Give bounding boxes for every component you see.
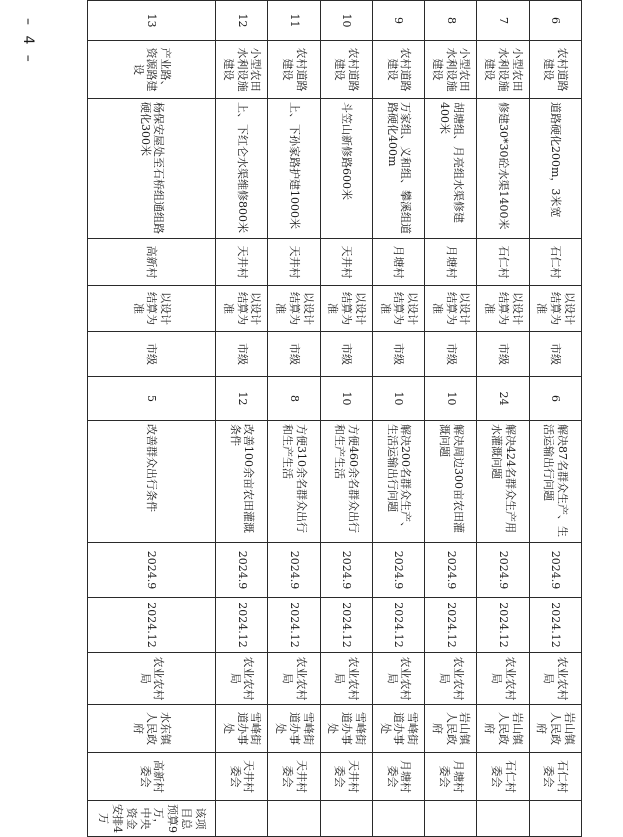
investment-basis-cell: 以设计结算为准: [529, 286, 581, 332]
start-date-cell: 2024.9: [372, 543, 424, 598]
amount-cell: 5: [88, 377, 216, 421]
seq-cell: 8: [425, 1, 477, 41]
project-type-cell: 小型农田水利设施建设: [216, 41, 268, 99]
end-date-cell: 2024.12: [425, 598, 477, 653]
implementer-cell: 岩山镇人民政府: [477, 705, 529, 753]
owner-cell: 天井村委会: [268, 753, 320, 801]
fund-level-cell: 市级: [88, 332, 216, 377]
start-date-cell: 2024.9: [320, 543, 372, 598]
benefit-cell: 解决87名群众生产、生活运输出行问题: [529, 421, 581, 543]
seq-cell: 9: [372, 1, 424, 41]
construction-content-cell: 斗笠山新修路600米: [320, 99, 372, 239]
seq-cell: 10: [320, 1, 372, 41]
project-type-cell: 农村道路建设: [268, 41, 320, 99]
remark-cell: [216, 801, 268, 837]
implementer-cell: 岩山镇人民政府: [529, 705, 581, 753]
benefit-cell: 解决424名群众生产用水灌溉问题: [477, 421, 529, 543]
benefit-cell: 改善群众出行条件: [88, 421, 216, 543]
table-row: [216, 1, 268, 837]
amount-cell: 10: [320, 377, 372, 421]
amount-cell: 10: [372, 377, 424, 421]
start-date-cell: 2024.9: [529, 543, 581, 598]
amount-cell: 10: [425, 377, 477, 421]
benefit-cell: 改善100余亩农田灌溉条件: [216, 421, 268, 543]
remark-cell: [372, 801, 424, 837]
seq-cell: 13: [88, 1, 216, 41]
village-cell: 月塘村: [425, 239, 477, 286]
implementer-cell: 雪峰街道办事处: [268, 705, 320, 753]
village-cell: 天井村: [320, 239, 372, 286]
owner-cell: 月塘村委会: [372, 753, 424, 801]
amount-cell: 12: [216, 377, 268, 421]
benefit-cell: 解决200名群众生产、生活运输出行问题: [372, 421, 424, 543]
end-date-cell: 2024.12: [320, 598, 372, 653]
construction-content-cell: 修建30*30砼水渠1400米: [477, 99, 529, 239]
investment-basis-cell: 以设计结算为准: [88, 286, 216, 332]
fund-level-cell: 市级: [216, 332, 268, 377]
implementer-cell: 雪峰街道办事处: [216, 705, 268, 753]
owner-cell: 高新村委会: [88, 753, 216, 801]
rotated-table-container: [87, 0, 582, 836]
benefit-cell: 解决周边300亩农田灌溉问题: [425, 421, 477, 543]
project-type-cell: 农村道路建设: [320, 41, 372, 99]
table-row: [268, 1, 320, 837]
owner-cell: 月塘村委会: [425, 753, 477, 801]
owner-cell: 石仁村委会: [477, 753, 529, 801]
remark-cell: [425, 801, 477, 837]
fund-level-cell: 市级: [425, 332, 477, 377]
remark-cell: 该项目总预算9万，中央资金安排4万: [88, 801, 216, 837]
investment-basis-cell: 以设计结算为准: [372, 286, 424, 332]
village-cell: 月塘村: [372, 239, 424, 286]
project-table: [87, 0, 582, 837]
investment-basis-cell: 以设计结算为准: [477, 286, 529, 332]
end-date-cell: 2024.12: [477, 598, 529, 653]
benefit-cell: 方便310余名群众出行和生产生活: [268, 421, 320, 543]
benefit-cell: 方便460余名群众出行和生产生活: [320, 421, 372, 543]
project-type-cell: 农村道路建设: [372, 41, 424, 99]
amount-cell: 6: [529, 377, 581, 421]
supervisor-cell: 农业农村局: [88, 653, 216, 705]
amount-cell: 24: [477, 377, 529, 421]
remark-cell: [268, 801, 320, 837]
remark-cell: [529, 801, 581, 837]
supervisor-cell: 农业农村局: [216, 653, 268, 705]
construction-content-cell: 胡塘组、月亮组水渠修建400米: [425, 99, 477, 239]
village-cell: 高新村: [88, 239, 216, 286]
start-date-cell: 2024.9: [268, 543, 320, 598]
supervisor-cell: 农业农村局: [529, 653, 581, 705]
fund-level-cell: 市级: [477, 332, 529, 377]
investment-basis-cell: 以设计结算为准: [268, 286, 320, 332]
owner-cell: 石仁村委会: [529, 753, 581, 801]
supervisor-cell: 农业农村局: [477, 653, 529, 705]
table-row: [320, 1, 372, 837]
seq-cell: 6: [529, 1, 581, 41]
implementer-cell: 雪峰街道办事处: [372, 705, 424, 753]
end-date-cell: 2024.12: [268, 598, 320, 653]
village-cell: 石仁村: [529, 239, 581, 286]
project-type-cell: 小型农田水利设施建设: [477, 41, 529, 99]
table-row: [372, 1, 424, 837]
construction-content-cell: 道路硬化200m，3米宽: [529, 99, 581, 239]
seq-cell: 12: [216, 1, 268, 41]
fund-level-cell: 市级: [320, 332, 372, 377]
implementer-cell: 水东镇人民政府: [88, 705, 216, 753]
owner-cell: 天井村委会: [216, 753, 268, 801]
table-row: [88, 1, 216, 837]
remark-cell: [320, 801, 372, 837]
page-number: – 4 –: [20, 18, 36, 65]
start-date-cell: 2024.9: [477, 543, 529, 598]
construction-content-cell: 万家组、义和组、攀溪组道路硬化400m: [372, 99, 424, 239]
fund-level-cell: 市级: [529, 332, 581, 377]
remark-cell: [477, 801, 529, 837]
construction-content-cell: 上、下红仑水渠维修800米: [216, 99, 268, 239]
owner-cell: 天井村委会: [320, 753, 372, 801]
supervisor-cell: 农业农村局: [320, 653, 372, 705]
village-cell: 天井村: [268, 239, 320, 286]
village-cell: 石仁村: [477, 239, 529, 286]
investment-basis-cell: 以设计结算为准: [425, 286, 477, 332]
table-row: [477, 1, 529, 837]
table-row: [529, 1, 581, 837]
construction-content-cell: 杨保安屋处至石桥组通组路硬化300米: [88, 99, 216, 239]
end-date-cell: 2024.12: [372, 598, 424, 653]
fund-level-cell: 市级: [372, 332, 424, 377]
end-date-cell: 2024.12: [529, 598, 581, 653]
investment-basis-cell: 以设计结算为准: [320, 286, 372, 332]
implementer-cell: 岩山镇人民政府: [425, 705, 477, 753]
start-date-cell: 2024.9: [216, 543, 268, 598]
table-row: [425, 1, 477, 837]
start-date-cell: 2024.9: [88, 543, 216, 598]
project-type-cell: 农村道路建设: [529, 41, 581, 99]
village-cell: 天井村: [216, 239, 268, 286]
project-type-cell: 小型农田水利设施建设: [425, 41, 477, 99]
project-type-cell: 产业路、资源路建设: [88, 41, 216, 99]
investment-basis-cell: 以设计结算为准: [216, 286, 268, 332]
supervisor-cell: 农业农村局: [372, 653, 424, 705]
seq-cell: 7: [477, 1, 529, 41]
supervisor-cell: 农业农村局: [425, 653, 477, 705]
amount-cell: 8: [268, 377, 320, 421]
end-date-cell: 2024.12: [216, 598, 268, 653]
implementer-cell: 雪峰街道办事处: [320, 705, 372, 753]
construction-content-cell: 上、下孙家路护建1000米: [268, 99, 320, 239]
supervisor-cell: 农业农村局: [268, 653, 320, 705]
start-date-cell: 2024.9: [425, 543, 477, 598]
end-date-cell: 2024.12: [88, 598, 216, 653]
seq-cell: 11: [268, 1, 320, 41]
fund-level-cell: 市级: [268, 332, 320, 377]
